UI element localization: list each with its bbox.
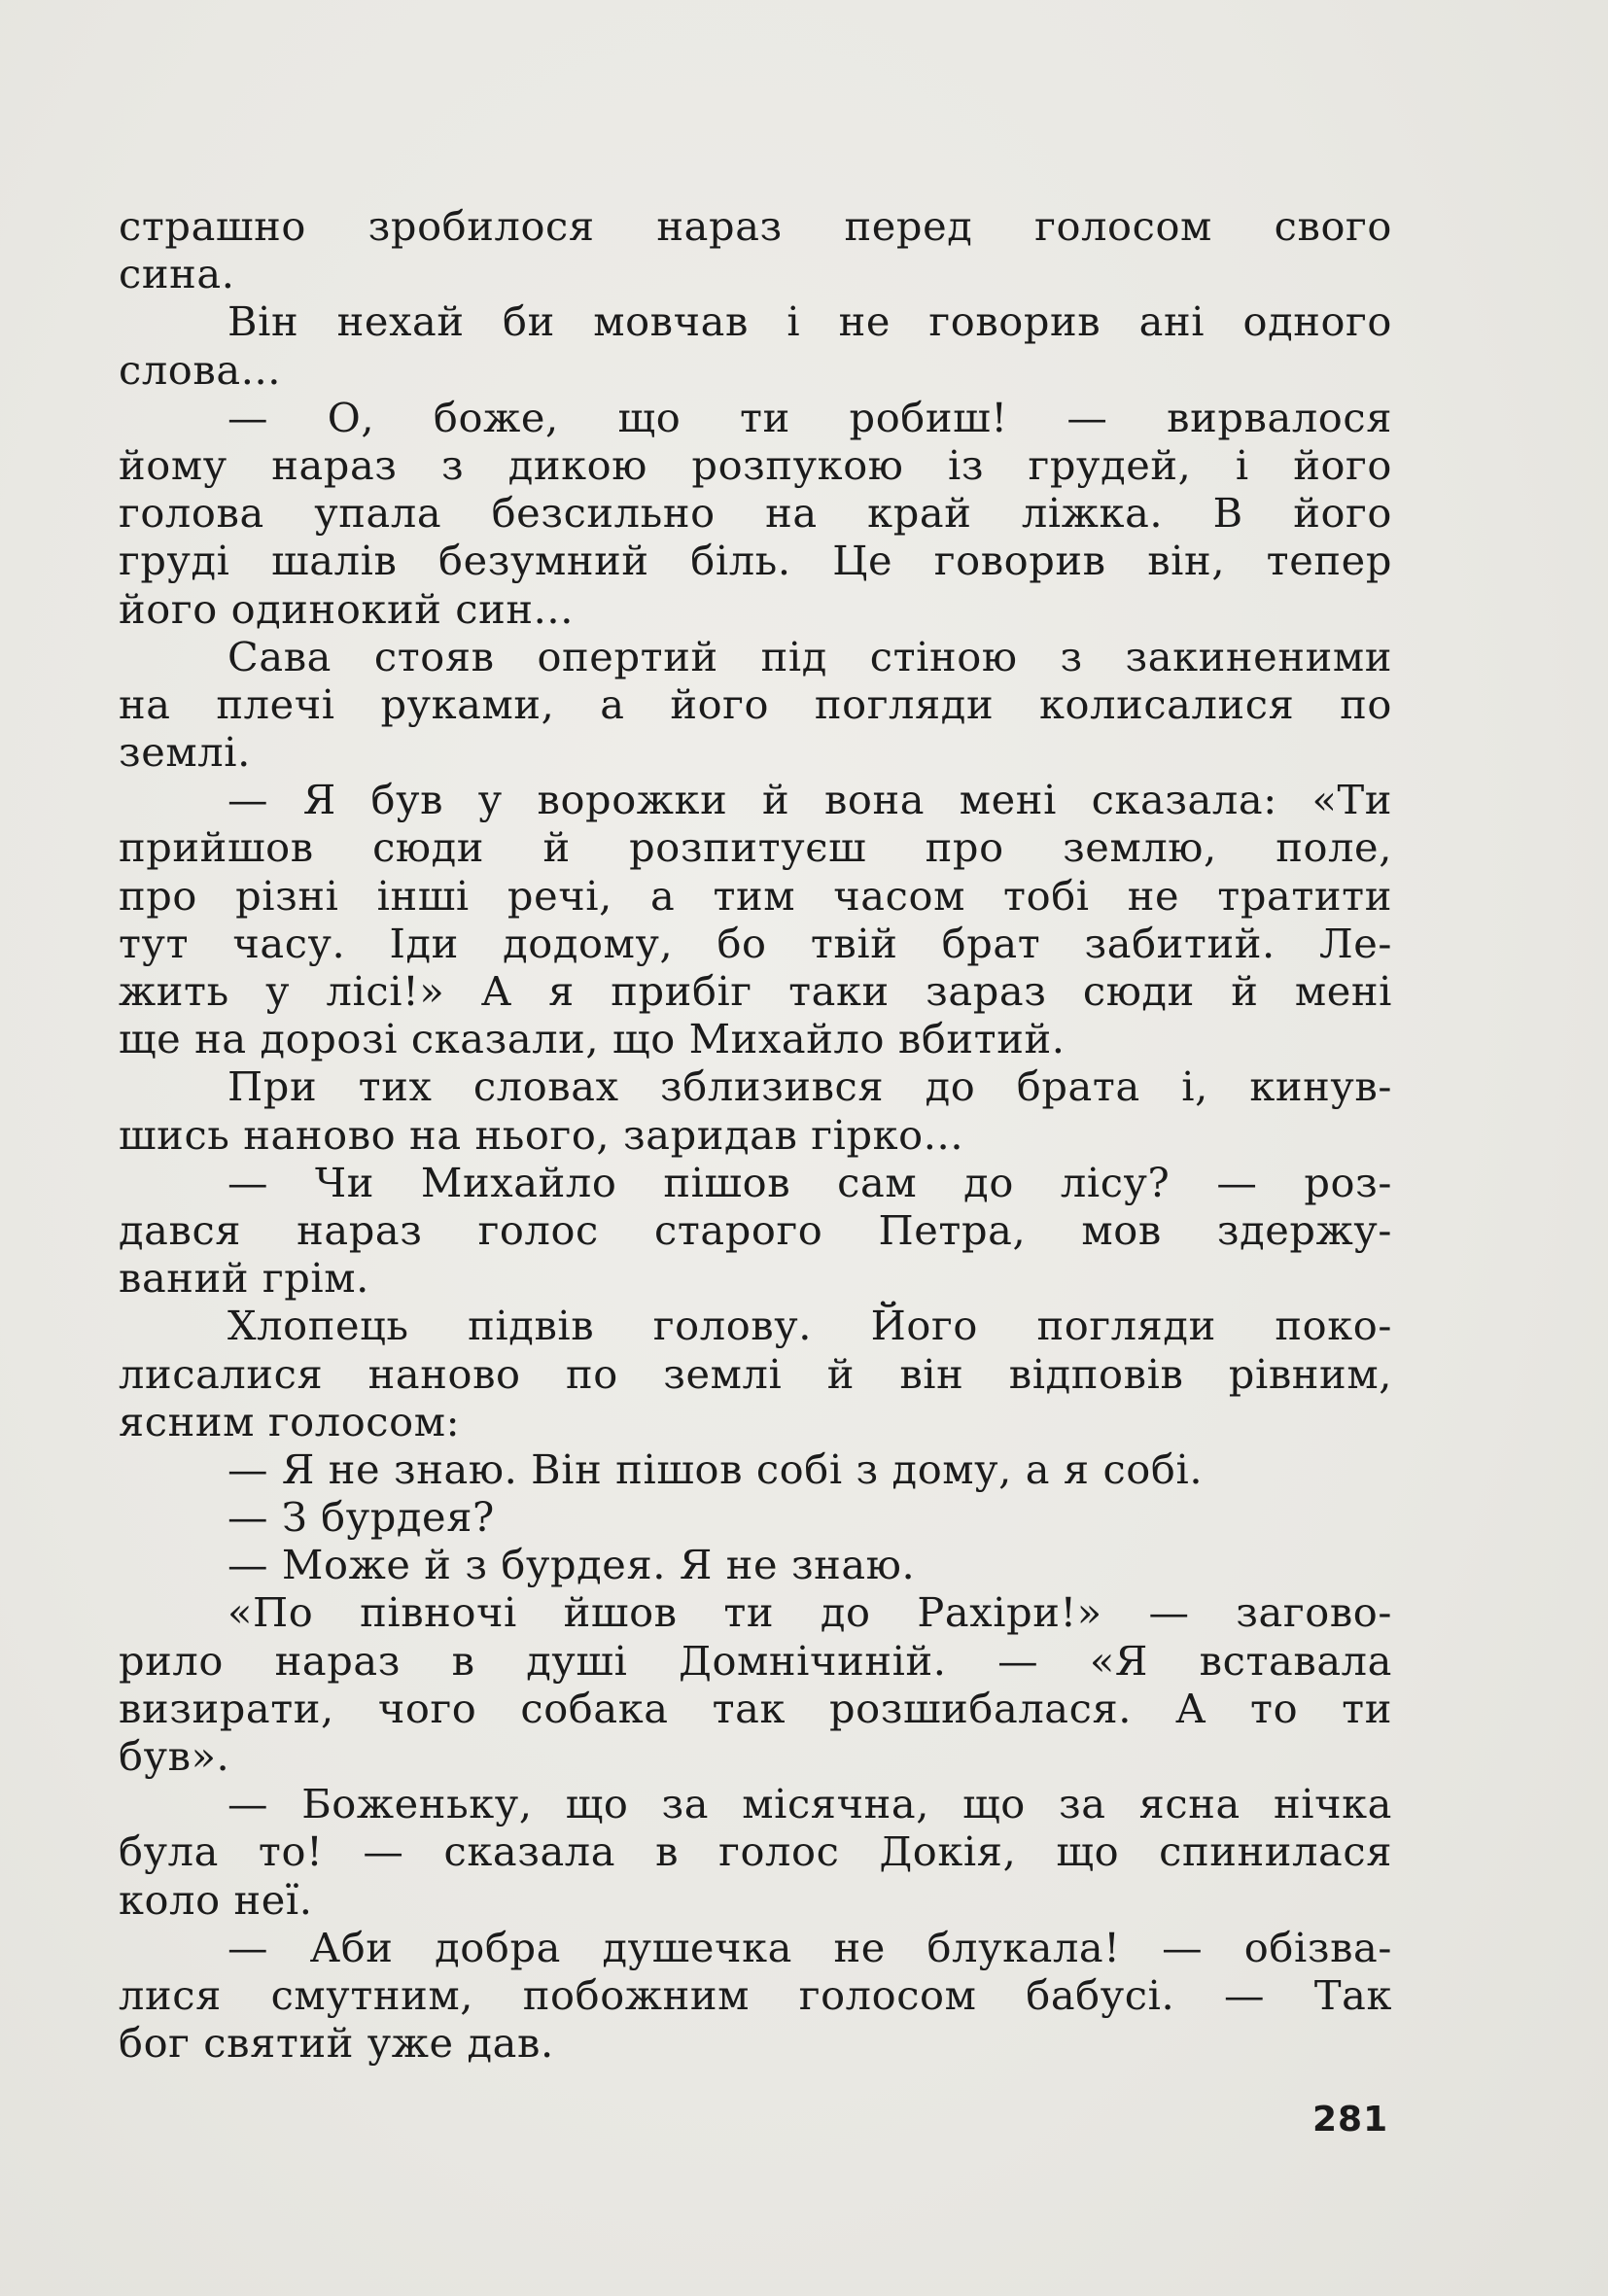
text-line: ясним голосом: [119,1397,461,1445]
text-line: сина. [119,250,235,298]
text-line: рило нараз в душі Домнічиній. — «Я вставала [119,1636,1392,1685]
text-line: визирати, чого собака так розшибалася. А то ти [119,1684,1392,1732]
text-line: — Чи Михайло пішов сам до лісу? — роз- [227,1158,1392,1206]
text-line: слова... [119,345,282,394]
text-line: землі. [119,728,251,777]
text-line: шись наново на нього, заридав гірко... [119,1110,964,1159]
text-line: на плечі руками, а його погляди колисалися по [119,679,1392,728]
text-line: ще на дорозі сказали, що Михайло вбитий. [119,1015,1066,1063]
text-line: — З бурдея? [227,1493,495,1542]
text-line: був». [119,1732,230,1780]
text-line: — Аби добра душечка не блукала! — обізва- [227,1923,1392,1971]
text-line: його одинокий син... [119,584,574,633]
text-line: лисалися наново по землі й він відповів рівним, [119,1349,1392,1398]
text-line: — О, боже, що ти робиш! — вирвалося [227,393,1392,441]
text-line: про різні інші речі, а тим часом тобі не тратити [119,871,1392,920]
text-line: — Я був у ворожки й вона мені сказала: «Ти [227,776,1392,824]
text-line: — Може й з бурдея. Я не знаю. [227,1541,916,1589]
text-line: страшно зробилося нараз перед голосом свого [119,202,1392,250]
text-line: коло неї. [119,1875,313,1924]
text-line: — Я не знаю. Він пішов собі з дому, а я собі. [227,1444,1204,1493]
text-line: лися смутним, побожним голосом бабусі. — Так [119,1970,1392,2019]
text-line: груді шалів безумний біль. Це говорив він, тепер [119,537,1392,585]
text-line: була то! — сказала в голос Докія, що спинилася [119,1827,1392,1876]
text-line: дався нараз голос старого Петра, мов здержу- [119,1205,1392,1254]
page-number: 281 [1312,2100,1389,2139]
text-line: бог святий уже дав. [119,2019,554,2068]
body-text [119,202,1392,2067]
text-line: йому нараз з дикою розпукою із грудей, і його [119,440,1392,489]
text-line: Сава стояв опертий під стіною з закиненими [227,632,1392,680]
text-line: жить у лісі!» А я прибіг таки зараз сюди й мені [119,967,1392,1015]
text-line: прийшов сюди й розпитуєш про землю, поле, [119,823,1392,872]
text-line: — Боженьку, що за місячна, що за ясна нічка [227,1780,1392,1828]
text-line: Він нехай би мовчав і не говорив ані одного [227,297,1392,346]
text-line: тут часу. Іди додому, бо твій брат забитий. Ле- [119,919,1392,967]
text-line: голова упала безсильно на край ліжка. В його [119,489,1392,538]
text-line: При тих словах зблизився до брата і, кинув- [227,1062,1392,1111]
text-line: Хлопець підвів голову. Його погляди поко- [227,1302,1392,1350]
text-line: ваний грім. [119,1254,369,1303]
text-line: «По півночі йшов ти до Рахіри!» — загово- [227,1588,1392,1637]
